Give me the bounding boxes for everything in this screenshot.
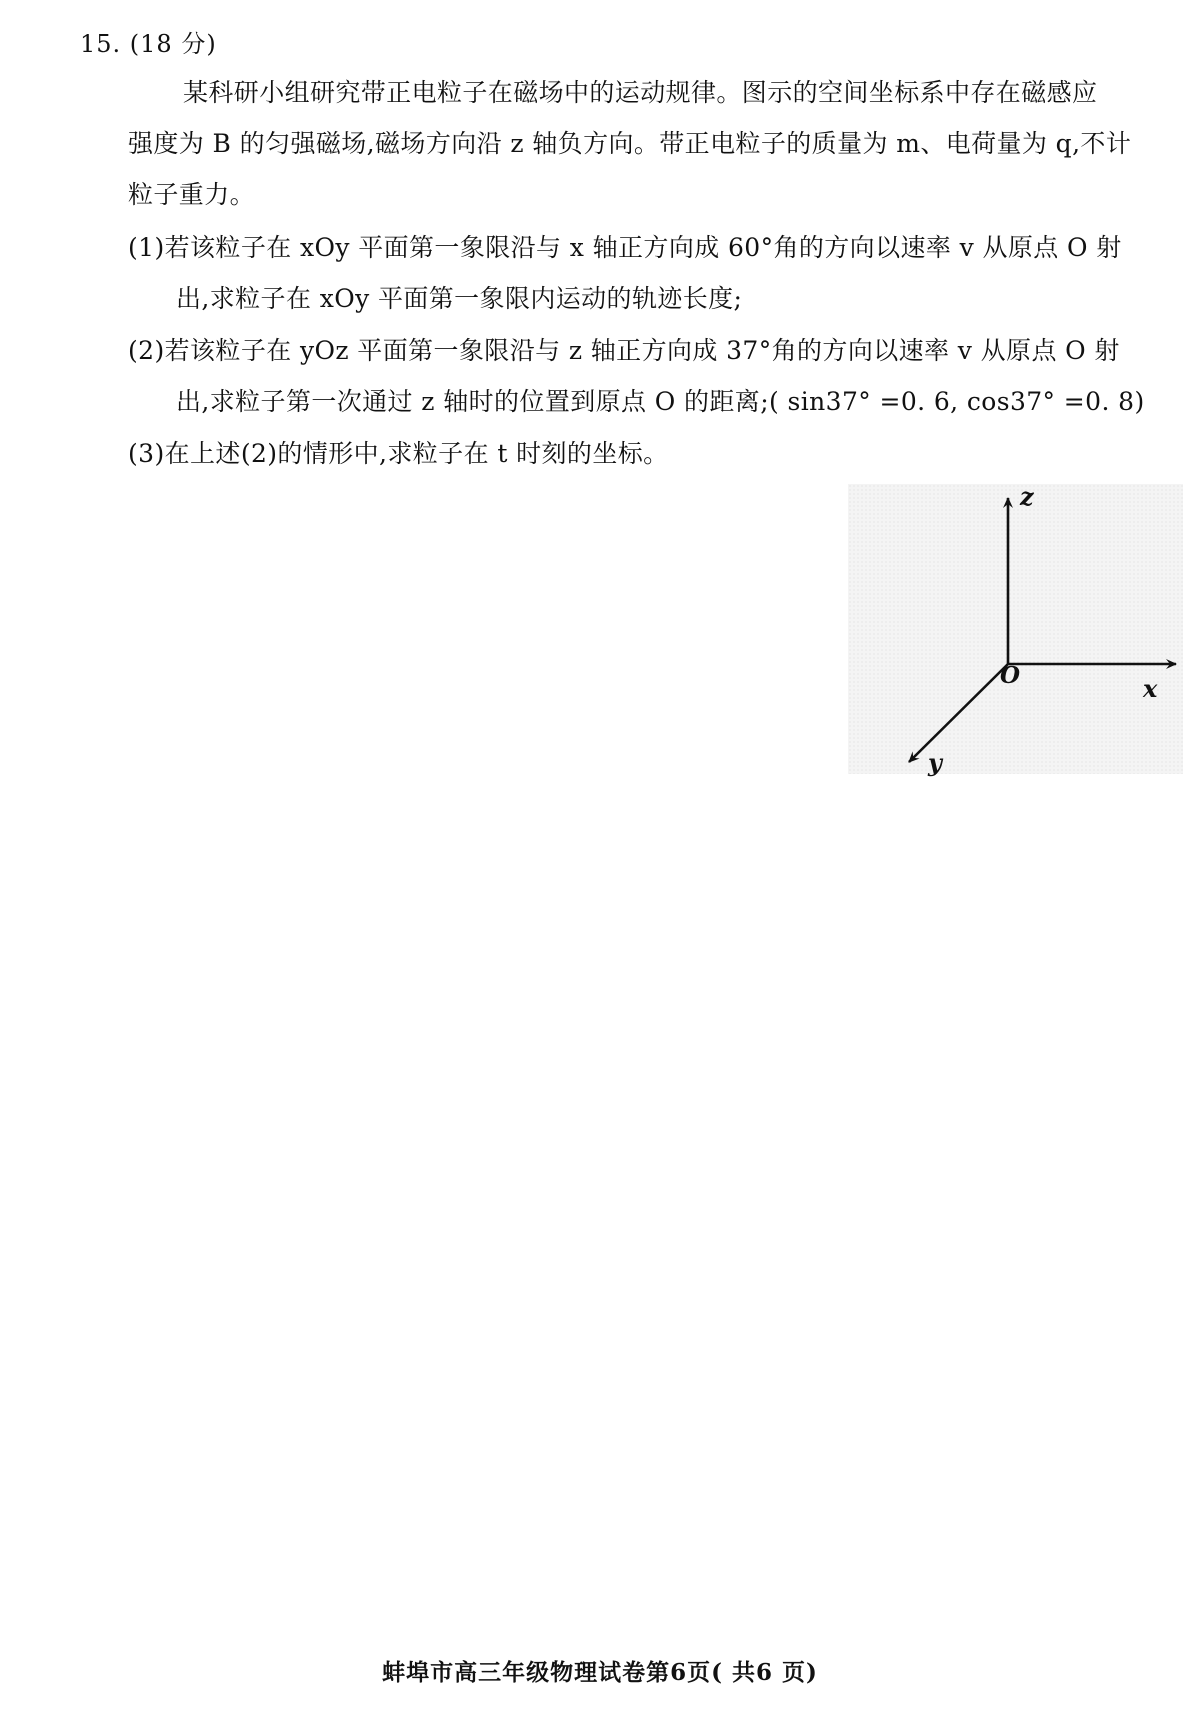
question-stem-line-2: 强度为 B 的匀强磁场,磁场方向沿 z 轴负方向。带正电粒子的质量为 m、电荷量为 q,不计 xyxy=(128,129,1132,158)
y-axis xyxy=(909,664,1008,762)
question-stem-line-1: 某科研小组研究带正电粒子在磁场中的运动规律。图示的空间坐标系中存在磁感应 xyxy=(183,78,1098,107)
z-axis-label: z xyxy=(1020,482,1034,511)
subquestion-2-line-1: (2)若该粒子在 yOz 平面第一象限沿与 z 轴正方向成 37°角的方向以速率 v 从原点 O 射 xyxy=(128,336,1120,365)
y-axis-label: y xyxy=(928,748,942,777)
subquestion-3-line-1: (3)在上述(2)的情形中,求粒子在 t 时刻的坐标。 xyxy=(128,439,669,468)
subquestion-2-line-2: 出,求粒子第一次通过 z 轴时的位置到原点 O 的距离;( sin37° =0. 6, cos37° =0. 8) xyxy=(176,387,1145,416)
x-axis-label: x xyxy=(1143,674,1158,703)
subquestion-1-line-1: (1)若该粒子在 xOy 平面第一象限沿与 x 轴正方向成 60°角的方向以速率 v 从原点 O 射 xyxy=(128,233,1122,262)
coordinate-axes-figure xyxy=(848,482,1183,777)
origin-label: O xyxy=(1000,662,1021,689)
question-stem-line-3: 粒子重力。 xyxy=(128,180,256,209)
axes-svg xyxy=(848,484,1183,774)
page-footer: 蚌埠市高三年级物理试卷第6页( 共6 页) xyxy=(382,1659,818,1686)
subquestion-1-line-2: 出,求粒子在 xOy 平面第一象限内运动的轨迹长度; xyxy=(176,284,743,313)
question-number: 15. (18 分) xyxy=(80,30,217,58)
